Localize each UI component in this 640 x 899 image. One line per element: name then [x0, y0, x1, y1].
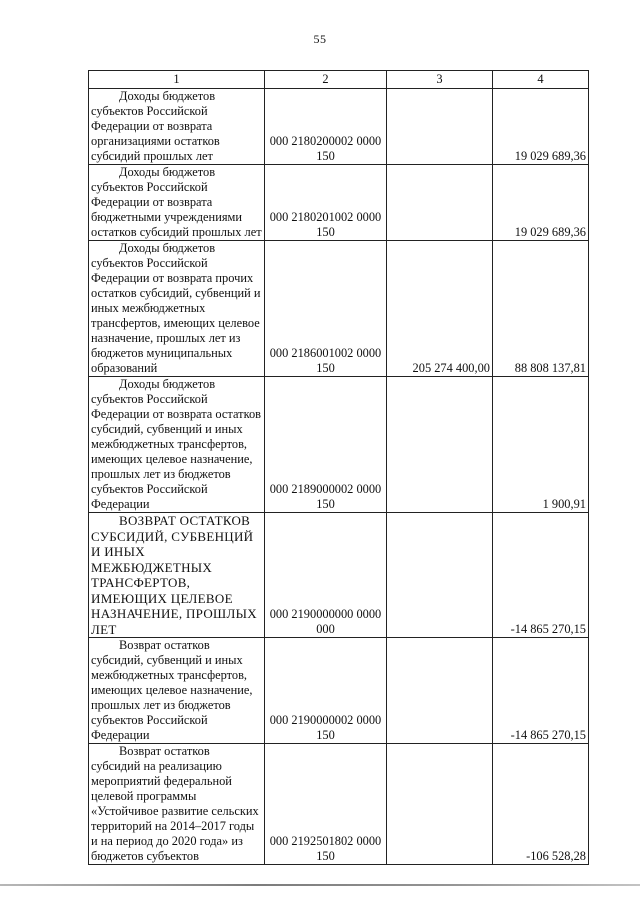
row-code: 000 2180200002 0000 150 [265, 89, 387, 165]
row-name-text: Доходы бюджетов субъектов Российской Федерации от возврата бюджетными учреждениями остатков субсидий прошлых лет [91, 165, 262, 239]
row-col4-value: -14 865 270,15 [493, 638, 589, 744]
row-name-text: Возврат остатков субсидий на реализацию мероприятий федеральной целевой программы «Устойчивое развитие сельских территорий на 2014–2017 годы и на период до 2020 года» из бюджетов субъектов [91, 744, 259, 863]
row-col3-value [387, 89, 493, 165]
row-name [89, 638, 265, 744]
row-code: 000 2189000002 0000 150 [265, 377, 387, 513]
table-row [89, 89, 589, 165]
row-name [89, 165, 265, 241]
row-name [89, 513, 265, 638]
row-name [89, 241, 265, 377]
table-header-row [89, 71, 589, 89]
page-number: 55 [313, 32, 327, 46]
row-col4-value: 19 029 689,36 [493, 165, 589, 241]
table-row [89, 165, 589, 241]
row-col3-value [387, 377, 493, 513]
row-col3-value [387, 744, 493, 865]
row-col3-value [387, 165, 493, 241]
table-row [89, 744, 589, 865]
row-name [89, 377, 265, 513]
row-code: 000 2192501802 0000 150 [265, 744, 387, 865]
table-row [89, 513, 589, 638]
row-col3-value [387, 513, 493, 638]
column-header-2: 2 [265, 71, 387, 89]
row-col4-value: -106 528,28 [493, 744, 589, 865]
row-name-text: Доходы бюджетов субъектов Российской Федерации от возврата остатков субсидий, субвенций и иных межбюджетных трансфертов, имеющих целевое назначение, прошлых лет из бюджетов субъектов Российской Федерации [91, 377, 262, 511]
table-row [89, 241, 589, 377]
row-code: 000 2186001002 0000 150 [265, 241, 387, 377]
row-col3-value [387, 638, 493, 744]
row-name-text: ВОЗВРАТ ОСТАТКОВ СУБСИДИЙ, СУБВЕНЦИЙ И ИНЫХ МЕЖБЮДЖЕТНЫХ ТРАНСФЕРТОВ, ИМЕЮЩИХ ЦЕЛЕВОЕ НАЗНАЧЕНИЕ, ПРОШЛЫХ ЛЕТ [91, 513, 257, 637]
column-header-1: 1 [89, 71, 265, 89]
row-code: 000 2180201002 0000 150 [265, 165, 387, 241]
scan-edge-line [0, 884, 640, 886]
column-header-3: 3 [387, 71, 493, 89]
row-col4-value: 1 900,91 [493, 377, 589, 513]
table-row [89, 638, 589, 744]
row-name-text: Доходы бюджетов субъектов Российской Федерации от возврата прочих остатков субсидий, субвенций и иных межбюджетных трансфертов, имеющих целевое назначение, прошлых лет из бюджетов муниципальных образований [91, 241, 261, 375]
row-code: 000 2190000000 0000 000 [265, 513, 387, 638]
column-header-4: 4 [493, 71, 589, 89]
row-col3-value: 205 274 400,00 [387, 241, 493, 377]
revenue-table [88, 70, 589, 865]
row-name [89, 89, 265, 165]
row-col4-value: 19 029 689,36 [493, 89, 589, 165]
row-code: 000 2190000002 0000 150 [265, 638, 387, 744]
row-name-text: Доходы бюджетов субъектов Российской Федерации от возврата организациями остатков субсидий прошлых лет [91, 89, 220, 163]
row-name [89, 744, 265, 865]
row-name-text: Возврат остатков субсидий, субвенций и иных межбюджетных трансфертов, имеющих целевое назначение, прошлых лет из бюджетов субъектов Российской Федерации [91, 638, 253, 742]
row-col4-value: -14 865 270,15 [493, 513, 589, 638]
row-col4-value: 88 808 137,81 [493, 241, 589, 377]
table-row [89, 377, 589, 513]
